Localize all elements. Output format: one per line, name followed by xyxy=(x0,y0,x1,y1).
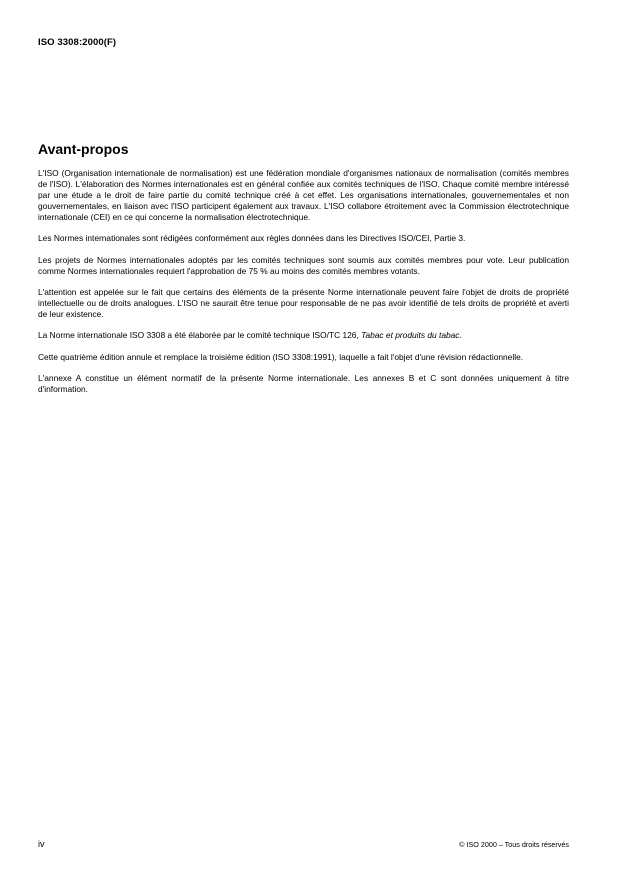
paragraph-draft-standards: Les projets de Normes internationales adoptés par les comités techniques sont soumis aux comités membres pour vote. Leur publication comme Normes internationales requiert l'approbation de 75 % au moins des comités membres votants. xyxy=(38,254,569,276)
footer-page-number: iv xyxy=(38,839,45,849)
footer-copyright: © ISO 2000 – Tous droits réservés xyxy=(459,840,569,849)
paragraph-technical-committee xyxy=(38,330,569,341)
section-title: Avant-propos xyxy=(38,141,129,157)
paragraph-patent-rights: L'attention est appelée sur le fait que certains des éléments de la présente Norme internationale peuvent faire l'objet de droits de propriété intellectuelle ou de droits analogues. L'ISO ne saurait être tenue pour responsable de ne pas avoir identifié de tels droits de propriété et averti de leur existence. xyxy=(38,287,569,319)
paragraph-iso-organisation: L'ISO (Organisation internationale de normalisation) est une fédération mondiale d'organismes nationaux de normalisation (comités membres de l'ISO). L'élaboration des Normes internationales est en général confiée aux comités techniques de l'ISO. Chaque comité membre intéressé par une étude a le droit de faire partie du comité technique créé à cet effet. Les organisations internationales, gouvernementales et non gouvernementales, en liaison avec l'ISO participent également aux travaux. L'ISO collabore étroitement avec la Commission électrotechnique internationale (CEI) en ce qui concerne la normalisation électrotechnique. xyxy=(38,168,569,222)
foreword-body xyxy=(38,168,569,406)
document-header-title: ISO 3308:2000(F) xyxy=(38,37,117,48)
tc-text-prefix: La Norme internationale ISO 3308 a été élaborée par le comité technique ISO/TC 126, xyxy=(38,330,362,341)
paragraph-edition: Cette quatrième édition annule et remplace la troisième édition (ISO 3308:1991), laquelle a fait l'objet d'une révision rédactionnelle. xyxy=(38,351,524,362)
paragraph-annexes: L'annexe A constitue un élément normatif de la présente Norme internationale. Les annexes B et C sont données uniquement à titre d'information. xyxy=(38,373,569,395)
paragraph-directives: Les Normes internationales sont rédigées conformément aux règles données dans les Directives ISO/CEI, Partie 3. xyxy=(38,233,466,244)
tc-title-italic: Tabac et produits du tabac xyxy=(361,330,460,341)
tc-text-suffix: . xyxy=(459,330,462,341)
